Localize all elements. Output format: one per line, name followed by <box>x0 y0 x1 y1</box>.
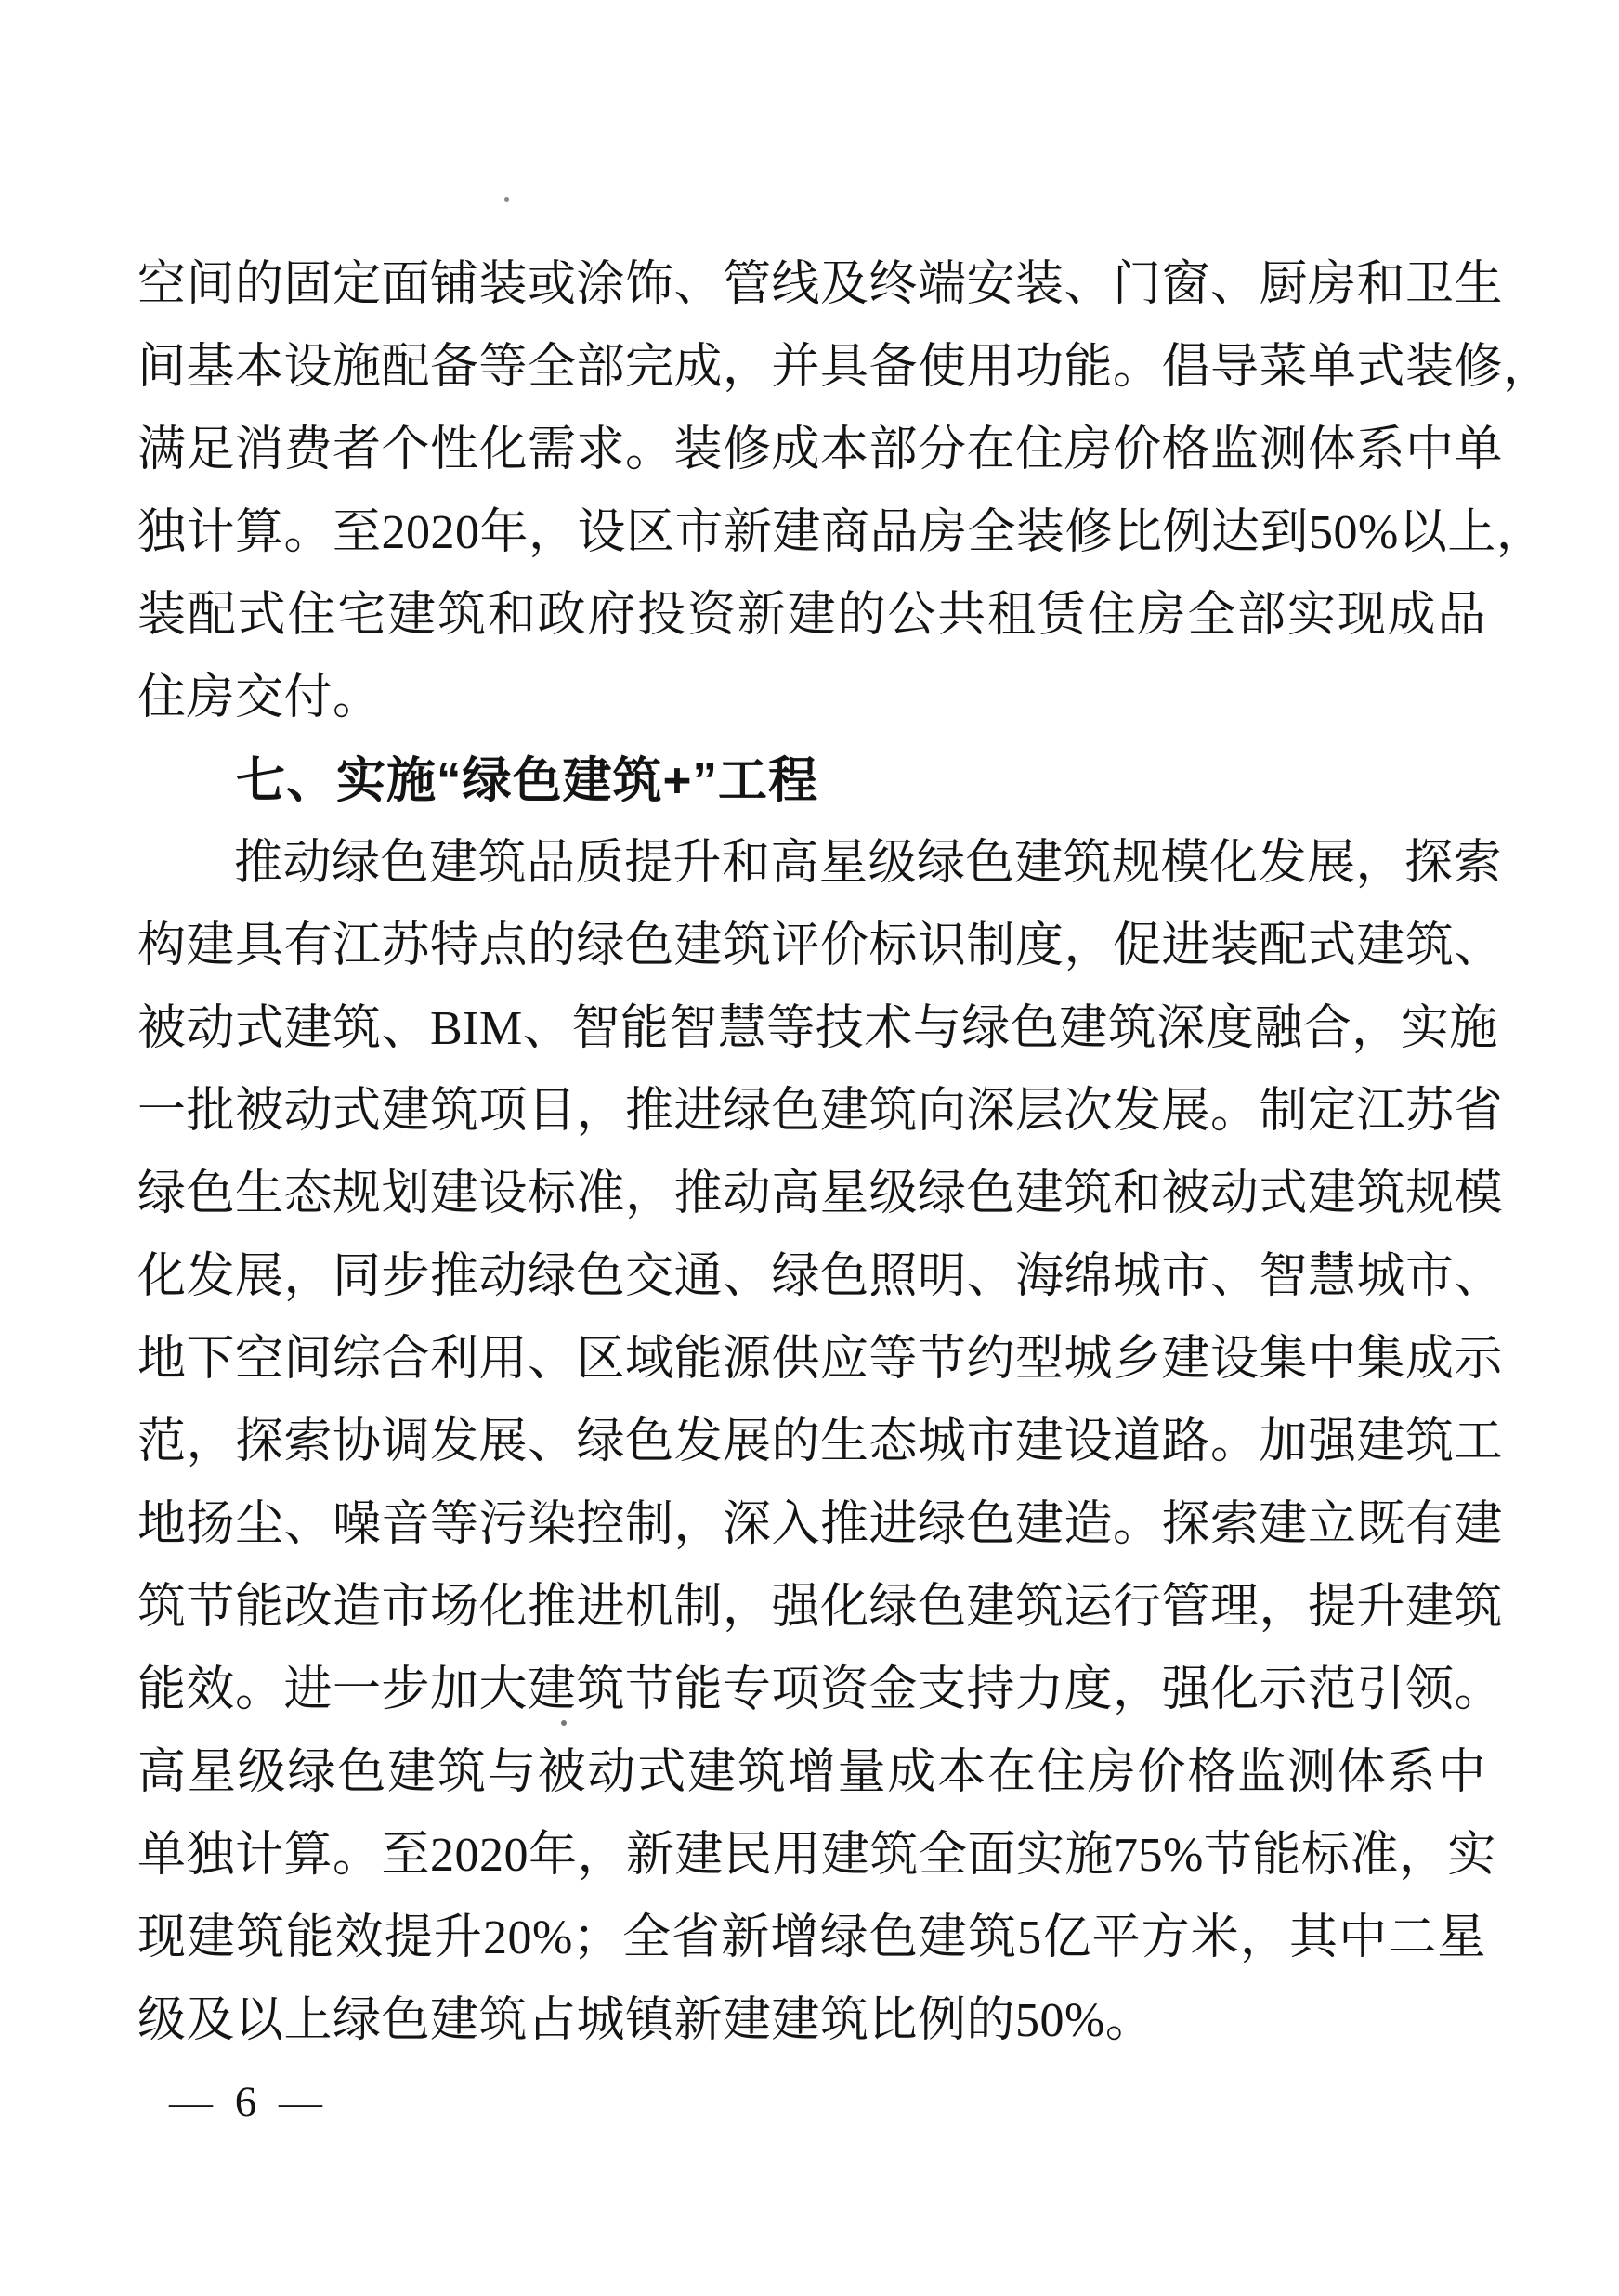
paragraph-line: 绿色生态规划建设标准，推动高星级绿色建筑和被动式建筑规模 <box>137 1168 1504 1220</box>
paragraph-line: 化发展，同步推动绿色交通、绿色照明、海绵城市、智慧城市、 <box>137 1250 1504 1303</box>
paragraph-line: 推动绿色建筑品质提升和高星级绿色建筑规模化发展，探索 <box>234 837 1503 890</box>
paragraph-line: 范，探索协调发展、绿色发展的生态城市建设道路。加强建筑工 <box>137 1415 1504 1468</box>
page-number: — 6 — <box>169 2078 328 2126</box>
paragraph-line: 地下空间综合利用、区域能源供应等节约型城乡建设集中集成示 <box>137 1333 1504 1386</box>
document-body <box>137 243 1552 2062</box>
paragraph-line: 一批被动式建筑项目，推进绿色建筑向深层次发展。制定江苏省 <box>137 1085 1504 1138</box>
section-heading: 七、实施“绿色建筑+”工程 <box>236 753 818 808</box>
paragraph-line: 高星级绿色建筑与被动式建筑增量成本在住房价格监测体系中 <box>137 1746 1486 1799</box>
paragraph-line: 满足消费者个性化需求。装修成本部分在住房价格监测体系中单 <box>137 424 1504 476</box>
paragraph-line: 构建具有江苏特点的绿色建筑评价标识制度，促进装配式建筑、 <box>137 920 1504 972</box>
paragraph-line: 现建筑能效提升20%；全省新增绿色建筑5亿平方米，其中二星 <box>137 1911 1486 1964</box>
paragraph-line: 住房交付。 <box>137 672 382 724</box>
paragraph-line: 筑节能改造市场化推进机制，强化绿色建筑运行管理，提升建筑 <box>137 1581 1504 1634</box>
paragraph-line: 能效。进一步加大建筑节能专项资金支持力度，强化示范引领。 <box>137 1663 1504 1716</box>
paragraph-line: 独计算。至2020年，设区市新建商品房全装修比例达到50%以上， <box>137 506 1546 559</box>
paragraph-line: 级及以上绿色建筑占城镇新建建筑比例的50%。 <box>137 1994 1155 2047</box>
paragraph-line: 单独计算。至2020年，新建民用建筑全面实施75%节能标准，实 <box>137 1829 1496 1882</box>
paragraph-line: 装配式住宅建筑和政府投资新建的公共租赁住房全部实现成品 <box>137 589 1486 642</box>
paragraph-line: 空间的固定面铺装或涂饰、管线及终端安装、门窗、厨房和卫生 <box>137 258 1504 311</box>
paragraph-line: 被动式建筑、BIM、智能智慧等技术与绿色建筑深度融合，实施 <box>137 1002 1498 1055</box>
paragraph-line: 地扬尘、噪音等污染控制，深入推进绿色建造。探索建立既有建 <box>137 1498 1504 1551</box>
paragraph-line: 间基本设施配备等全部完成，并具备使用功能。倡导菜单式装修， <box>137 341 1552 394</box>
scan-speck <box>504 197 509 202</box>
